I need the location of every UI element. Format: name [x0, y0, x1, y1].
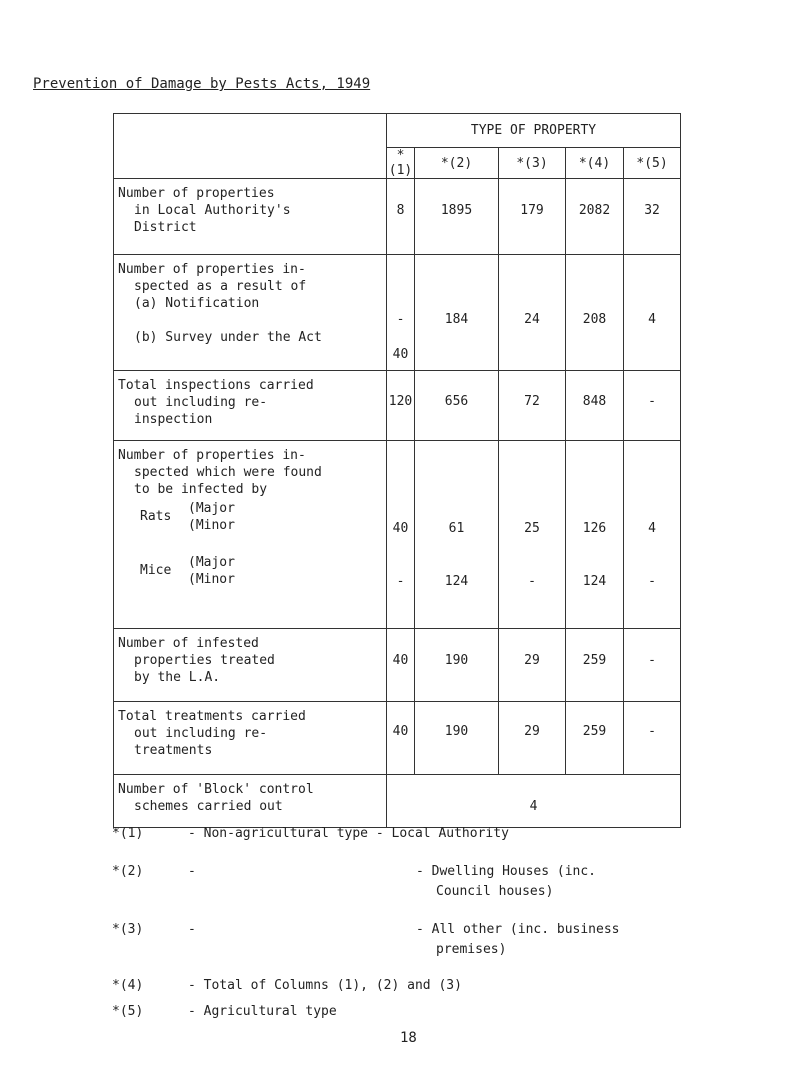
row-label: Number of properties in- spected which were found to be infected by Rats (Major (Minor Mice (Major (Minor: [114, 441, 387, 629]
cell: -: [624, 629, 681, 702]
cell: 40 -: [387, 441, 415, 629]
table-row: [114, 371, 681, 441]
column-header: *(5): [624, 148, 681, 179]
cell: 656: [415, 371, 499, 441]
cell: 208: [566, 255, 624, 371]
footnote-text: - Non-agricultural type - Local Authority: [188, 826, 509, 841]
cell: 29: [499, 702, 566, 775]
cell: 72: [499, 371, 566, 441]
column-header: *(4): [566, 148, 624, 179]
cell: 8: [387, 179, 415, 255]
cell: 190: [415, 702, 499, 775]
column-header: *(3): [499, 148, 566, 179]
footnote-text: -: [188, 922, 196, 937]
cell: 126 124: [566, 441, 624, 629]
cell: 4 -: [624, 441, 681, 629]
table-row: [114, 255, 681, 371]
pests-table: [113, 113, 681, 828]
row-label: Number of properties in- spected as a result of (a) Notification (b) Survey under the Act: [114, 255, 387, 371]
cell: 179: [499, 179, 566, 255]
footnote-key: *(3): [112, 922, 144, 937]
table-row: [114, 702, 681, 775]
row-label: Total inspections carried out including re- inspection: [114, 371, 387, 441]
cell: 61 124: [415, 441, 499, 629]
cell: 32: [624, 179, 681, 255]
cell: 190: [415, 629, 499, 702]
footnote-text: Council houses): [436, 884, 554, 899]
footnote-text: - Dwelling Houses (inc.: [416, 864, 597, 879]
cell: 25 -: [499, 441, 566, 629]
page-number: 18: [400, 1030, 417, 1046]
footnote-text: - Agricultural type: [188, 1004, 337, 1019]
column-header: *(2): [415, 148, 499, 179]
table-row: [114, 179, 681, 255]
cell: 4: [624, 255, 681, 371]
cell: 4: [387, 775, 681, 828]
corner-cell: [114, 114, 387, 179]
cell: 848: [566, 371, 624, 441]
footnote-key: *(4): [112, 978, 144, 993]
cell: 259: [566, 629, 624, 702]
group-header: TYPE OF PROPERTY: [387, 114, 681, 148]
cell: 2082: [566, 179, 624, 255]
footnote-key: *(1): [112, 826, 144, 841]
footnote-key: *(2): [112, 864, 144, 879]
cell: 184: [415, 255, 499, 371]
cell: 259: [566, 702, 624, 775]
row-label: Total treatments carried out including re- treatments: [114, 702, 387, 775]
table-row: [114, 441, 681, 629]
cell: 40: [387, 702, 415, 775]
footnote-text: - All other (inc. business: [416, 922, 620, 937]
footnote-key: *(5): [112, 1004, 144, 1019]
cell: 24: [499, 255, 566, 371]
table-row: [114, 629, 681, 702]
cell: 1895: [415, 179, 499, 255]
page-title: Prevention of Damage by Pests Acts, 1949: [33, 76, 371, 92]
row-label: Number of infested properties treated by the L.A.: [114, 629, 387, 702]
cell: 29: [499, 629, 566, 702]
row-label: Number of 'Block' control schemes carried out: [114, 775, 387, 828]
footnote-text: -: [188, 864, 196, 879]
cell: -: [624, 702, 681, 775]
cell: - 40: [387, 255, 415, 371]
footnote-text: premises): [436, 942, 507, 957]
footnote-text: - Total of Columns (1), (2) and (3): [188, 978, 462, 993]
column-header: *(1): [387, 148, 415, 179]
row-label: Number of properties in Local Authority's District: [114, 179, 387, 255]
cell: -: [624, 371, 681, 441]
table-row: [114, 775, 681, 828]
cell: 40: [387, 629, 415, 702]
cell: 120: [387, 371, 415, 441]
